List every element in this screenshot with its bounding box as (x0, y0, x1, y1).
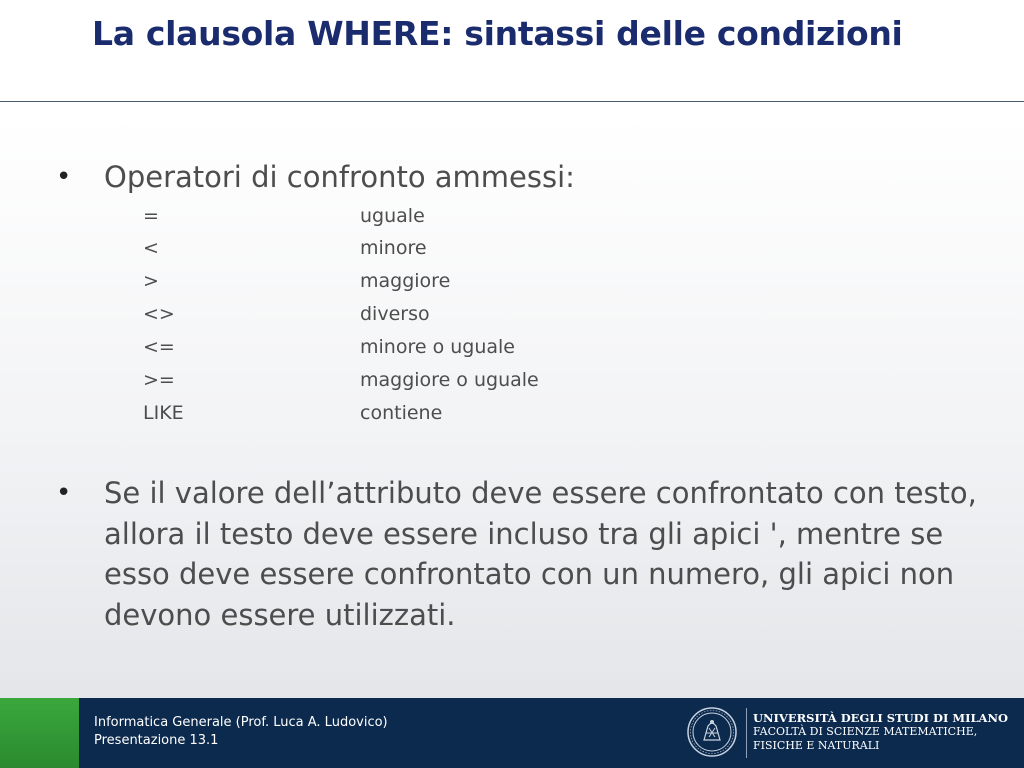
footer-course-info (94, 714, 388, 750)
operator-meaning: maggiore (360, 270, 451, 292)
bullet-marker: • (56, 162, 72, 192)
operator-symbol: >= (143, 369, 175, 391)
operator-row (0, 232, 1024, 264)
operator-row (0, 298, 1024, 330)
footer-presentation: Presentazione 13.1 (94, 733, 219, 748)
operator-symbol: LIKE (143, 402, 184, 424)
footer-logo-divider (746, 708, 747, 758)
slide-title: La clausola WHERE: sintassi delle condizioni (92, 14, 903, 53)
operator-row (0, 364, 1024, 396)
operator-row (0, 265, 1024, 297)
bullet-quotes-rule: Se il valore dell’attributo deve essere confrontato con testo, allora il testo deve essere incluso tra gli apici ', mentre se esso deve essere confrontato con un numero, gli apici non devono essere utilizzati. (104, 476, 977, 632)
operator-meaning: diverso (360, 303, 430, 325)
university-name: UNIVERSITÀ DEGLI STUDI DI MILANO (753, 711, 1008, 725)
slide-footer (0, 698, 1024, 768)
university-seal-icon (686, 706, 738, 758)
operator-meaning: uguale (360, 205, 425, 227)
title-divider (0, 101, 1024, 102)
operator-meaning: contiene (360, 402, 443, 424)
faculty-line-2: FISICHE E NATURALI (753, 739, 880, 752)
operator-symbol: < (143, 237, 159, 259)
operator-meaning: maggiore o uguale (360, 369, 539, 391)
footer-course: Informatica Generale (Prof. Luca A. Ludovico) (94, 715, 388, 730)
operator-symbol: <= (143, 336, 175, 358)
operator-row (0, 331, 1024, 363)
operator-meaning: minore (360, 237, 427, 259)
operator-row (0, 200, 1024, 232)
operator-symbol: = (143, 205, 159, 227)
university-name-block (753, 711, 1008, 753)
operator-symbol: > (143, 270, 159, 292)
footer-accent-block (0, 698, 79, 768)
bullet-marker: • (56, 478, 72, 508)
operator-row (0, 397, 1024, 429)
bullet-operators-heading: Operatori di confronto ammessi: (104, 160, 575, 194)
faculty-line-1: FACOLTÀ DI SCIENZE MATEMATICHE, (753, 725, 978, 738)
operator-meaning: minore o uguale (360, 336, 515, 358)
operator-symbol: <> (143, 303, 175, 325)
